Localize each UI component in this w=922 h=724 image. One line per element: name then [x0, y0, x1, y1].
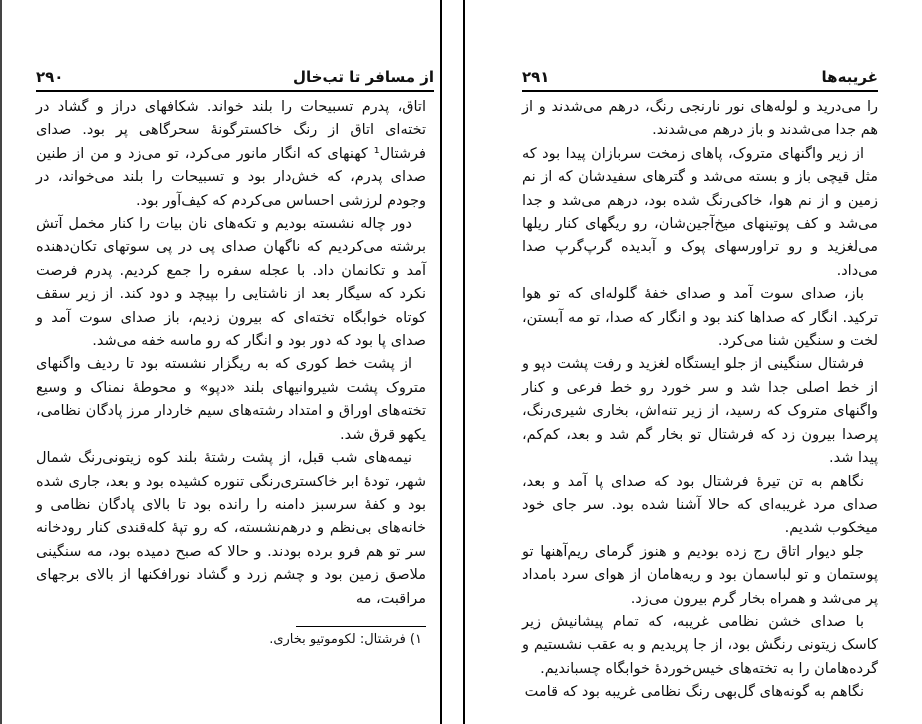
left-page — [0, 0, 452, 724]
left-page-header — [36, 64, 434, 92]
paragraph: را می‌درید و لوله‌های نور نارنجی رنگ، درهم می‌شدند و از هم جدا می‌شدند و باز درهم می‌شدند. — [522, 99, 878, 139]
paragraph: جلو دیوار اتاق رج زده بودیم و هنوز گرمای ریم‌آهنها تو پوستمان و تو لباسمان بود و ریه‌هامان از هوای سرد بامداد پر می‌شد و همراه بخار گرم بیرون می‌زد. — [522, 543, 878, 607]
left-page-body — [36, 96, 426, 611]
paragraph: نگاهم به تن تیرهٔ فرشتال بود که صدای پا آمد و بعد، صدای مرد غریبه‌ای که حالا آشنا شده بود. سر جای خود میخکوب شدیم. — [522, 473, 878, 537]
paragraph: از پشت خط کوری که به ریگزار نشسته بود تا ردیف واگنهای متروک پشت شیروانیهای بلند «دپو» و محوطهٔ نمناک و وسیع تخته‌های اوراق و امتداد رشته‌های سیم خاردار مرز پادگان نظامی، یکهو قرق شد. — [36, 356, 426, 443]
footnote: ۱) فرشتال: لکوموتیو بخاری. — [269, 632, 422, 647]
right-page — [470, 0, 922, 724]
paragraph: از زیر واگنهای متروک، پاهای زمخت سربازان پیدا بود که مثل قیچی باز و بسته می‌شد و گترهای سفیدشان که از نم زمین و از نم هوا، خاکی‌رنگ شده بود، درهم می‌شد و جدا می‌شد و کف پوتینهای میخ‌آجین‌شان، رو ریگهای کنار ریلها می‌لغزید و رو تراورسهای پوک و آبدیده گرپ‌گرپ صدا می‌داد. — [522, 145, 878, 279]
right-page-running-title: غریبه‌ها — [821, 68, 878, 86]
right-page-number: ۲۹۱ — [522, 68, 550, 86]
paragraph: نیمه‌های شب قبل، از پشت رشتهٔ بلند کوه زیتونی‌رنگ شمال شهر، تودهٔ ابر خاکستری‌رنگی تنوره کشیده بود و بعد، جاری شده بود و کفهٔ سرسبز دامنه را رانده بود تا بالای پادگان نظامی و خانه‌های بی‌نظم و درهم‌نشسته، که رو تپهٔ کله‌قندی کنار رودخانه سر تو هم فرو برده بودند. و حالا که صبح دمیده بود، مه سنگینی ملاصق زمین بود و چشم زرد و گشاد نورافکنها از بالای برجهای مراقبت، مه — [36, 450, 426, 607]
gutter-line-right — [463, 0, 465, 724]
paragraph: فرشتال سنگینی از جلو ایستگاه لغزید و رفت پشت دپو و از خط اصلی جدا شد و سر خورد رو خط فرعی و کنار واگنهای متروک که رسید، از زیر تنه‌اش، بخاری شیری‌رنگ، پرصدا بیرون زد که فرشتال تو بخار گم شد و بعد، کم‌کم، پیدا شد. — [522, 356, 878, 467]
left-page-number: ۲۹۰ — [36, 68, 64, 86]
left-page-running-title: از مسافر تا تب‌خال — [292, 68, 434, 86]
paragraph: دور چاله نشسته بودیم و تکه‌های نان بیات را کنار مخمل آتش برشته می‌کردیم که ناگهان صدای پی در پی سوتهای تکان‌دهنده آمد و تکانمان داد. با عجله سفره را جمع کردیم. پدرم فرصت نکرد که سیگار بعد از ناشتایی را بپیچد و دود کند. از زیر سقف کوتاه خوابگاه تخته‌ای که بیرون زدیم، باز صدای سوت آمد و صدای پا بود که دور بود و انگار که رو ماسه خفه می‌شد. — [36, 216, 426, 350]
paragraph: باز، صدای سوت آمد و صدای خفهٔ گلوله‌ای که تو هوا ترکید. انگار که صداها کند بود و انگار که صدا، تو مه آبستن، لخت و سنگین شنا می‌کرد. — [522, 286, 878, 350]
right-page-header — [522, 64, 878, 92]
right-page-body — [522, 96, 878, 705]
footnote-rule — [296, 626, 426, 627]
paragraph: اتاق، پدرم تسبیحات را بلند خواند. شکافهای دراز و گشاد در تخته‌ای اتاق از رنگ خاکسترگونهٔ سحرگاهی پر بود. صدای فرشتال¹ کهنهای که انگار مانور می‌کرد، تو می‌زد و من از طنین صدای پدرم، که خش‌دار بود و تسبیحات را بلند می‌خواند، در وجودم لرزشی احساس می‌کردم که کیف‌آور بود. — [36, 99, 426, 209]
paragraph: نگاهم به گونه‌های گل‌بهی رنگ نظامی غریبه بود که قامت — [524, 684, 864, 701]
paragraph: با صدای خشن نظامی غریبه، که تمام پیشانیش زیر کاسک زیتونی رنگش بود، از جا پریدیم و به عقب نشستیم و گرده‌هامان را به تخته‌های خیس‌خوردهٔ خوابگاه چسباندیم. — [522, 613, 878, 677]
